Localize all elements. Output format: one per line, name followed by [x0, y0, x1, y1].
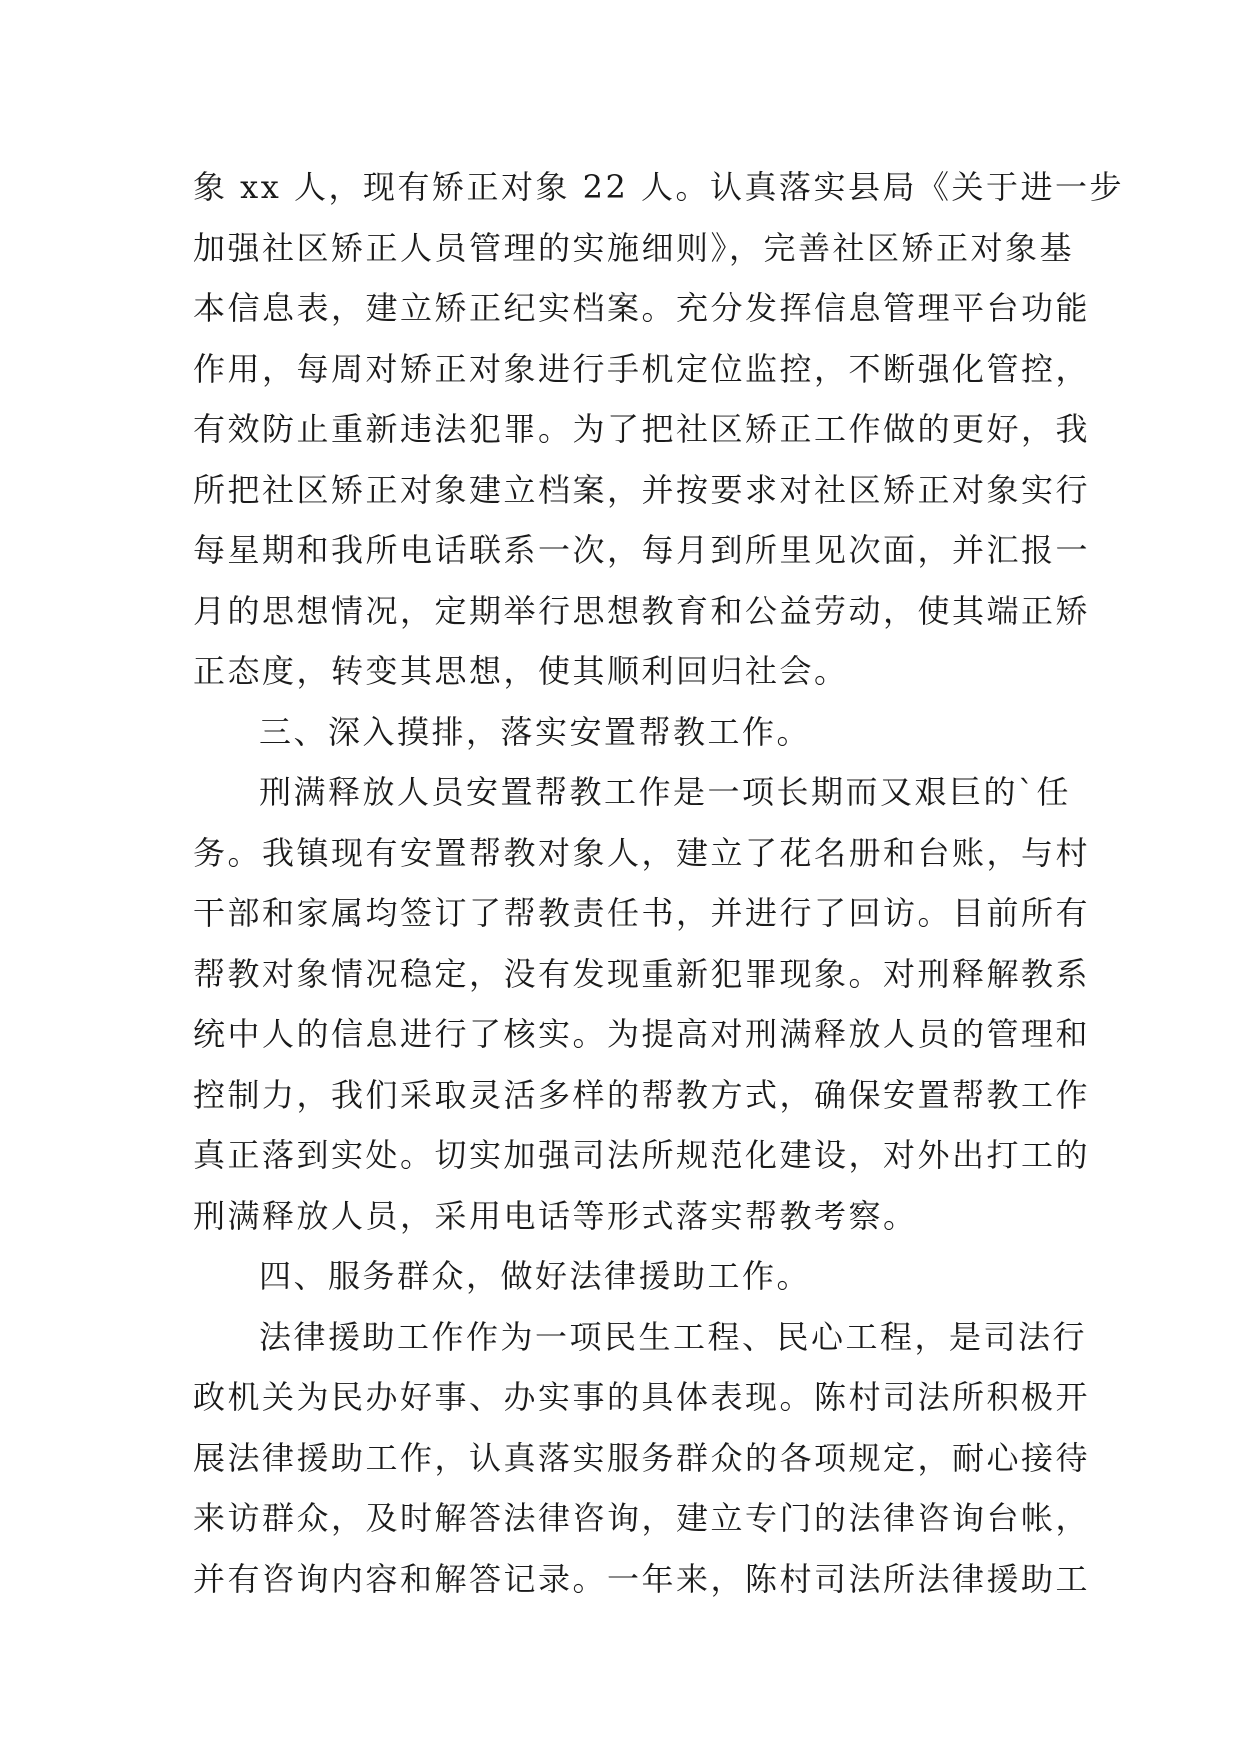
text-line: 法律援助工作作为一项民生工程、民心工程，是司法行: [259, 1317, 1088, 1356]
document-body: [193, 157, 1125, 1609]
text-line: 有效防止重新违法犯罪。为了把社区矫正工作做的更好，我: [193, 410, 1091, 448]
text-line: 来访群众，及时解答法律咨询，建立专门的法律咨询台帐，: [193, 1499, 1091, 1537]
text-line: 每星期和我所电话联系一次，每月到所里见次面，并汇报一: [193, 531, 1091, 569]
text-line: 刑满释放人员安置帮教工作是一项长期而又艰巨的`任: [259, 773, 1072, 811]
text-line: 刑满释放人员，采用电话等形式落实帮教考察。: [193, 1196, 918, 1235]
text-line: 真正落到实处。切实加强司法所规范化建设，对外出打工的: [193, 1136, 1091, 1174]
text-line: 统中人的信息进行了核实。为提高对刑满释放人员的管理和: [193, 1015, 1091, 1053]
text-line: 正态度，转变其思想，使其顺利回归社会。: [193, 652, 849, 690]
text-line: 干部和家属均签订了帮教责任书，并进行了回访。目前所有: [193, 894, 1091, 932]
text-line: 作用，每周对矫正对象进行手机定位监控，不断强化管控，: [193, 349, 1091, 388]
text-line: 加强社区矫正人员管理的实施细则》，完善社区矫正对象基: [193, 228, 1075, 267]
text-line: 帮教对象情况稳定，没有发现重新犯罪现象。对刑释解教系: [193, 954, 1091, 993]
text-line: 月的思想情况，定期举行思想教育和公益劳动，使其端正矫: [193, 591, 1091, 630]
text-line: 政机关为民办好事、办实事的具体表现。陈村司法所积极开: [193, 1378, 1091, 1416]
text-line: 本信息表，建立矫正纪实档案。充分发挥信息管理平台功能: [193, 289, 1091, 327]
text-line: 所把社区矫正对象建立档案，并按要求对社区矫正对象实行: [193, 470, 1091, 509]
section-heading-4: 四、服务群众，做好法律援助工作。: [259, 1257, 812, 1295]
text-line: 象 xx 人，现有矫正对象 22 人。认真落实县局《关于进一步: [193, 168, 1125, 206]
text-line: 控制力，我们采取灵活多样的帮教方式，确保安置帮教工作: [193, 1075, 1091, 1114]
section-heading-3: 三、深入摸排，落实安置帮教工作。: [259, 712, 812, 751]
text-line: 并有咨询内容和解答记录。一年来，陈村司法所法律援助工: [193, 1559, 1091, 1598]
text-line: 务。我镇现有安置帮教对象人，建立了花名册和台账，与村: [193, 833, 1091, 872]
text-line: 展法律援助工作，认真落实服务群众的各项规定，耐心接待: [193, 1438, 1091, 1477]
